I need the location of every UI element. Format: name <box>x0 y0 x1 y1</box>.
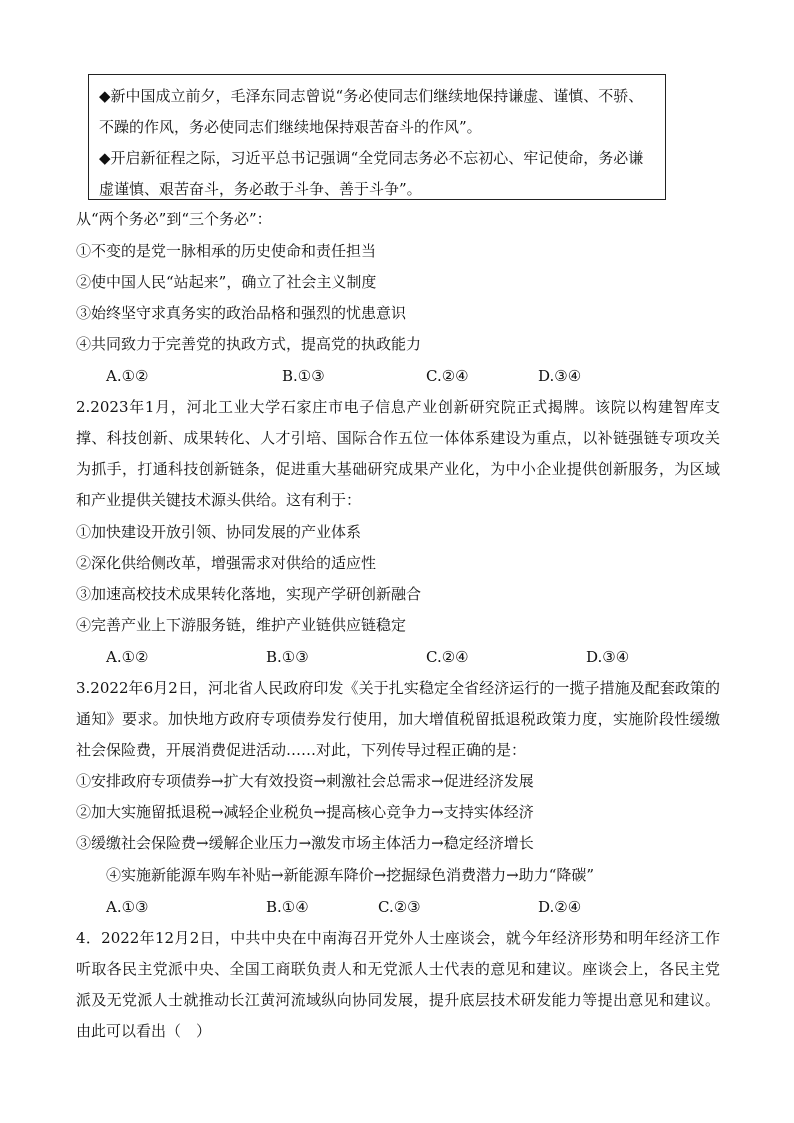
q1-option-a: A.①② <box>106 367 149 385</box>
q2-option-a: A.①② <box>106 648 149 666</box>
q3-option-a: A.①③ <box>106 898 149 916</box>
q1-option-c: C.②④ <box>426 367 469 385</box>
q4-stem: 4．2022年12月2日，中共中央在中南海召开党外人士座谈会，就今年经济形势和明年经济工作听取各民主党派中央、全国工商联负责人和无党派人士代表的意见和建议。座谈会上，各民主党派及无党派人士就推动长江黄河流域纵向协同发展，提升底层技术研发能力等提出意见和建议。由此可以看出（ ） <box>76 929 720 1040</box>
quote-line-1: ◆新中国成立前夕，毛泽东同志曾说“务必使同志们继续地保持谦虚、谨慎、不骄、不躁的作风，务必使同志们继续地保持艰苦奋斗的作风”。 <box>99 87 644 136</box>
q2-item-3: ③加速高校技术成果转化落地，实现产学研创新融合 <box>76 585 422 603</box>
q2-option-c: C.②④ <box>426 648 469 666</box>
q3-option-b: B.①④ <box>266 898 309 916</box>
q3-option-c: C.②③ <box>378 898 421 916</box>
q1-stem: 从“两个务必”到“三个务必”： <box>76 210 272 228</box>
q3-item-3: ③缓缴社会保险费→缓解企业压力→激发市场主体活力→稳定经济增长 <box>76 834 534 852</box>
q3-stem: 3.2022年6月2日，河北省人民政府印发《关于扎实稳定全省经济运行的一揽子措施及配套政策的通知》要求。加快地方政府专项债券发行使用，加大增值税留抵退税政策力度，实施阶段性缓缴社会保险费，开展消费促进活动……对此，下列传导过程正确的是： <box>76 679 720 759</box>
q1-item-3: ③始终坚守求真务实的政治品格和强烈的忧患意识 <box>76 304 407 322</box>
q1-item-4: ④共同致力于完善党的执政方式，提高党的执政能力 <box>76 335 422 353</box>
q3-item-4: ④实施新能源车购车补贴→新能源车降价→挖掘绿色消费潜力→助力“降碳” <box>106 866 595 884</box>
q1-item-2: ②使中国人民“站起来”，确立了社会主义制度 <box>76 273 377 291</box>
quote-line-2: ◆开启新征程之际，习近平总书记强调“全党同志务必不忘初心、牢记使命，务必谦虚谨慎、艰苦奋斗，务必敢于斗争、善于斗争”。 <box>99 149 644 198</box>
q2-option-b: B.①③ <box>266 648 309 666</box>
quote-box <box>88 74 666 200</box>
q2-item-2: ②深化供给侧改革，增强需求对供给的适应性 <box>76 554 377 572</box>
q2-option-d: D.③④ <box>586 648 630 666</box>
q1-option-b: B.①③ <box>282 367 325 385</box>
q2-item-4: ④完善产业上下游服务链，维护产业链供应链稳定 <box>76 616 407 634</box>
q2-item-1: ①加快建设开放引领、协同发展的产业体系 <box>76 523 362 541</box>
q3-item-1: ①安排政府专项债券→扩大有效投资→刺激社会总需求→促进经济发展 <box>76 772 534 790</box>
q3-item-2: ②加大实施留抵退税→减轻企业税负→提高核心竞争力→支持实体经济 <box>76 803 534 821</box>
q1-item-1: ①不变的是党一脉相承的历史使命和责任担当 <box>76 242 377 260</box>
q1-option-d: D.③④ <box>538 367 582 385</box>
q2-stem: 2.2023年1月，河北工业大学石家庄市电子信息产业创新研究院正式揭牌。该院以构建智库支撑、科技创新、成果转化、人才引培、国际合作五位一体体系建设为重点，以补链强链专项攻关为抓手，打通科技创新链条，促进重大基础研究成果产业化，为中小企业提供创新服务，为区域和产业提供关键技术源头供给。这有利于： <box>76 398 720 509</box>
q3-option-d: D.②④ <box>538 898 582 916</box>
